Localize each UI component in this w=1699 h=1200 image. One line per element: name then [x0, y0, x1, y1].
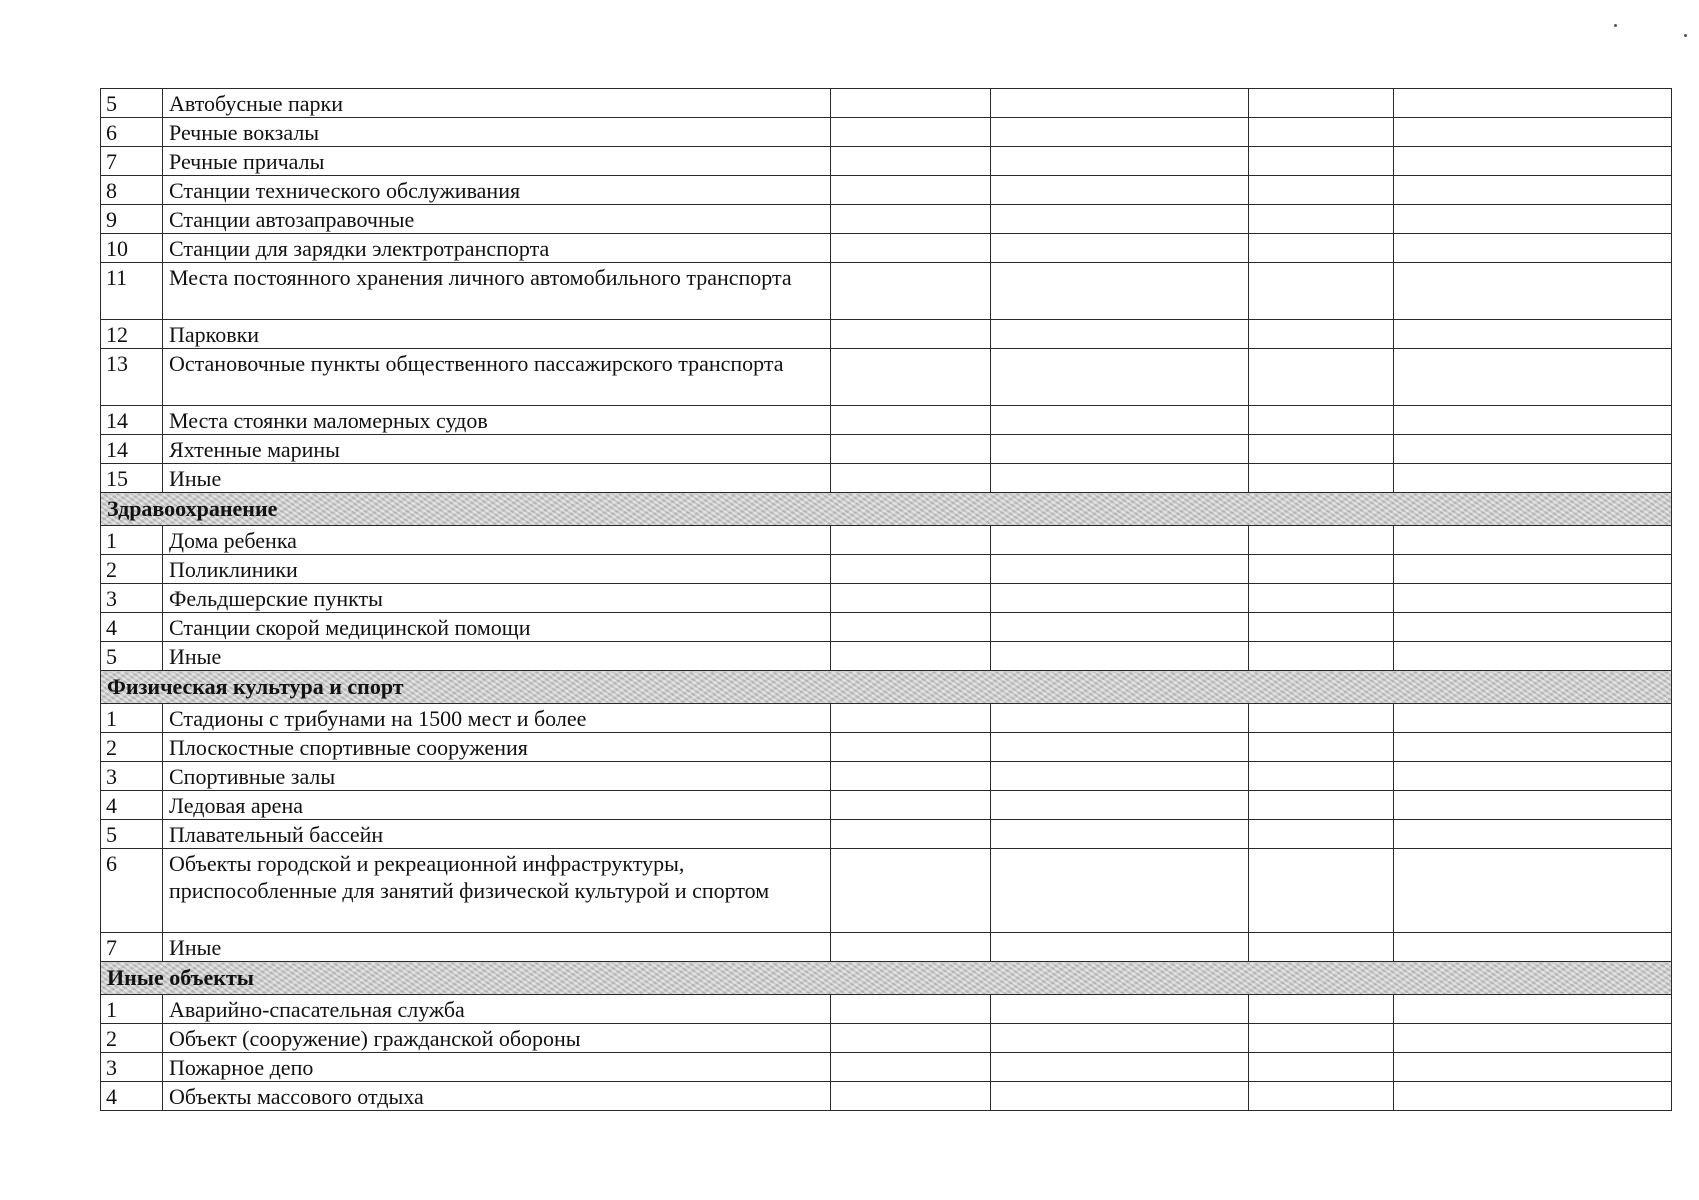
empty-cell: [831, 762, 991, 791]
empty-cell: [831, 733, 991, 762]
empty-cell: [1394, 762, 1672, 791]
empty-cell: [831, 176, 991, 205]
empty-cell: [1249, 464, 1394, 493]
section-header-row: [101, 962, 1672, 995]
empty-cell: [991, 118, 1249, 147]
empty-cell: [991, 349, 1249, 406]
table-row: [101, 733, 1672, 762]
empty-cell: [991, 820, 1249, 849]
section-title: Иные объекты: [101, 962, 1672, 995]
row-number: 2: [101, 1024, 163, 1053]
row-number: 1: [101, 526, 163, 555]
empty-cell: [1394, 820, 1672, 849]
empty-cell: [991, 791, 1249, 820]
empty-cell: [831, 584, 991, 613]
empty-cell: [991, 526, 1249, 555]
table-row: [101, 205, 1672, 234]
empty-cell: [1249, 613, 1394, 642]
empty-cell: [1394, 1024, 1672, 1053]
empty-cell: [1394, 147, 1672, 176]
empty-cell: [1249, 176, 1394, 205]
table-row: [101, 176, 1672, 205]
object-name: Места стоянки маломерных судов: [163, 406, 831, 435]
empty-cell: [1249, 791, 1394, 820]
object-name: Речные причалы: [163, 147, 831, 176]
row-number: 1: [101, 995, 163, 1024]
empty-cell: [1249, 1082, 1394, 1111]
empty-cell: [991, 263, 1249, 320]
empty-cell: [991, 584, 1249, 613]
empty-cell: [831, 933, 991, 962]
empty-cell: [1394, 89, 1672, 118]
row-number: 2: [101, 733, 163, 762]
empty-cell: [831, 349, 991, 406]
table-row: [101, 1082, 1672, 1111]
empty-cell: [1249, 995, 1394, 1024]
empty-cell: [831, 704, 991, 733]
row-number: 14: [101, 435, 163, 464]
table-row: [101, 263, 1672, 320]
table-row: [101, 89, 1672, 118]
empty-cell: [1394, 118, 1672, 147]
object-name: Станции автозаправочные: [163, 205, 831, 234]
table-row: [101, 349, 1672, 406]
empty-cell: [1249, 762, 1394, 791]
empty-cell: [991, 849, 1249, 933]
table-row: [101, 118, 1672, 147]
row-number: 3: [101, 584, 163, 613]
object-name: Ледовая арена: [163, 791, 831, 820]
row-number: 2: [101, 555, 163, 584]
section-title: Здравоохранение: [101, 493, 1672, 526]
object-name: Поликлиники: [163, 555, 831, 584]
row-number: 9: [101, 205, 163, 234]
object-name: Аварийно-спасательная служба: [163, 995, 831, 1024]
empty-cell: [1394, 555, 1672, 584]
empty-cell: [1394, 642, 1672, 671]
object-name: Объекты массового отдыха: [163, 1082, 831, 1111]
row-number: 4: [101, 791, 163, 820]
object-name: Спортивные залы: [163, 762, 831, 791]
table-row: [101, 995, 1672, 1024]
empty-cell: [991, 320, 1249, 349]
empty-cell: [831, 320, 991, 349]
empty-cell: [1249, 733, 1394, 762]
empty-cell: [1249, 320, 1394, 349]
object-name: Парковки: [163, 320, 831, 349]
empty-cell: [1249, 147, 1394, 176]
empty-cell: [831, 1082, 991, 1111]
row-number: 3: [101, 1053, 163, 1082]
table-row: [101, 584, 1672, 613]
section-header-row: [101, 493, 1672, 526]
row-number: 5: [101, 642, 163, 671]
row-number: 5: [101, 89, 163, 118]
object-name: Станции для зарядки электротранспорта: [163, 234, 831, 263]
empty-cell: [991, 613, 1249, 642]
empty-cell: [1249, 933, 1394, 962]
object-name: Станции скорой медицинской помощи: [163, 613, 831, 642]
empty-cell: [1394, 613, 1672, 642]
table-row: [101, 435, 1672, 464]
table-row: [101, 1053, 1672, 1082]
empty-cell: [1394, 704, 1672, 733]
table-row: [101, 526, 1672, 555]
empty-cell: [991, 995, 1249, 1024]
empty-cell: [831, 118, 991, 147]
object-name: Иные: [163, 464, 831, 493]
empty-cell: [831, 147, 991, 176]
section-title: Физическая культура и спорт: [101, 671, 1672, 704]
scan-dot: [1614, 24, 1617, 27]
row-number: 4: [101, 613, 163, 642]
empty-cell: [1394, 435, 1672, 464]
empty-cell: [1394, 349, 1672, 406]
empty-cell: [831, 526, 991, 555]
empty-cell: [831, 849, 991, 933]
table-row: [101, 234, 1672, 263]
empty-cell: [1394, 234, 1672, 263]
empty-cell: [991, 205, 1249, 234]
row-number: 5: [101, 820, 163, 849]
empty-cell: [831, 555, 991, 584]
object-name: Пожарное депо: [163, 1053, 831, 1082]
row-number: 12: [101, 320, 163, 349]
table-row: [101, 555, 1672, 584]
object-name: Иные: [163, 642, 831, 671]
empty-cell: [1249, 584, 1394, 613]
empty-cell: [1249, 406, 1394, 435]
empty-cell: [1249, 1024, 1394, 1053]
empty-cell: [1394, 933, 1672, 962]
empty-cell: [831, 234, 991, 263]
object-name: Яхтенные марины: [163, 435, 831, 464]
empty-cell: [831, 820, 991, 849]
empty-cell: [1394, 320, 1672, 349]
empty-cell: [831, 791, 991, 820]
row-number: 6: [101, 118, 163, 147]
empty-cell: [991, 642, 1249, 671]
empty-cell: [1249, 704, 1394, 733]
empty-cell: [831, 464, 991, 493]
empty-cell: [831, 642, 991, 671]
empty-cell: [831, 1053, 991, 1082]
table-row: [101, 147, 1672, 176]
row-number: 1: [101, 704, 163, 733]
empty-cell: [1394, 263, 1672, 320]
empty-cell: [991, 1053, 1249, 1082]
table-row: [101, 642, 1672, 671]
table-row: [101, 933, 1672, 962]
object-name: Плавательный бассейн: [163, 820, 831, 849]
empty-cell: [1394, 1082, 1672, 1111]
empty-cell: [991, 1024, 1249, 1053]
row-number: 3: [101, 762, 163, 791]
empty-cell: [1249, 849, 1394, 933]
empty-cell: [1249, 118, 1394, 147]
section-header-row: [101, 671, 1672, 704]
row-number: 6: [101, 849, 163, 933]
object-name: Речные вокзалы: [163, 118, 831, 147]
scan-dot: [1684, 34, 1687, 37]
object-name: Автобусные парки: [163, 89, 831, 118]
empty-cell: [1394, 526, 1672, 555]
object-name: Стадионы с трибунами на 1500 мест и более: [163, 704, 831, 733]
object-name: Места постоянного хранения личного автомобильного транспорта: [163, 263, 831, 320]
table-row: [101, 320, 1672, 349]
empty-cell: [1394, 406, 1672, 435]
empty-cell: [991, 406, 1249, 435]
row-number: 7: [101, 147, 163, 176]
row-number: 11: [101, 263, 163, 320]
object-name: Плоскостные спортивные сооружения: [163, 733, 831, 762]
empty-cell: [831, 435, 991, 464]
empty-cell: [831, 89, 991, 118]
row-number: 15: [101, 464, 163, 493]
empty-cell: [991, 704, 1249, 733]
empty-cell: [1249, 349, 1394, 406]
empty-cell: [991, 733, 1249, 762]
empty-cell: [991, 147, 1249, 176]
object-name: Иные: [163, 933, 831, 962]
row-number: 13: [101, 349, 163, 406]
object-name: Дома ребенка: [163, 526, 831, 555]
table-row: [101, 849, 1672, 933]
empty-cell: [1249, 555, 1394, 584]
empty-cell: [1249, 526, 1394, 555]
object-name: Остановочные пункты общественного пассажирского транспорта: [163, 349, 831, 406]
row-number: 14: [101, 406, 163, 435]
empty-cell: [1394, 1053, 1672, 1082]
empty-cell: [1394, 176, 1672, 205]
empty-cell: [991, 234, 1249, 263]
table-row: [101, 464, 1672, 493]
empty-cell: [1249, 820, 1394, 849]
empty-cell: [991, 933, 1249, 962]
empty-cell: [1394, 464, 1672, 493]
empty-cell: [1394, 849, 1672, 933]
table-row: [101, 704, 1672, 733]
empty-cell: [831, 263, 991, 320]
empty-cell: [831, 1024, 991, 1053]
object-name: Станции технического обслуживания: [163, 176, 831, 205]
empty-cell: [1249, 263, 1394, 320]
empty-cell: [831, 613, 991, 642]
empty-cell: [1249, 89, 1394, 118]
empty-cell: [831, 205, 991, 234]
empty-cell: [1249, 435, 1394, 464]
empty-cell: [1394, 733, 1672, 762]
empty-cell: [991, 1082, 1249, 1111]
objects-table: [100, 88, 1672, 1111]
table-row: [101, 613, 1672, 642]
row-number: 4: [101, 1082, 163, 1111]
object-name: Объект (сооружение) гражданской обороны: [163, 1024, 831, 1053]
table-row: [101, 762, 1672, 791]
row-number: 8: [101, 176, 163, 205]
row-number: 10: [101, 234, 163, 263]
table-row: [101, 406, 1672, 435]
empty-cell: [1249, 234, 1394, 263]
empty-cell: [1249, 1053, 1394, 1082]
empty-cell: [991, 435, 1249, 464]
empty-cell: [1249, 642, 1394, 671]
table-body: [101, 89, 1672, 1111]
empty-cell: [1249, 205, 1394, 234]
table-row: [101, 1024, 1672, 1053]
table-row: [101, 820, 1672, 849]
empty-cell: [831, 406, 991, 435]
empty-cell: [991, 176, 1249, 205]
empty-cell: [1394, 205, 1672, 234]
row-number: 7: [101, 933, 163, 962]
empty-cell: [1394, 995, 1672, 1024]
empty-cell: [991, 464, 1249, 493]
empty-cell: [1394, 584, 1672, 613]
table-row: [101, 791, 1672, 820]
object-name: Объекты городской и рекреационной инфраструктуры, приспособленные для занятий физической культурой и спортом: [163, 849, 831, 933]
empty-cell: [1394, 791, 1672, 820]
object-name: Фельдшерские пункты: [163, 584, 831, 613]
empty-cell: [831, 995, 991, 1024]
empty-cell: [991, 555, 1249, 584]
empty-cell: [991, 762, 1249, 791]
empty-cell: [991, 89, 1249, 118]
